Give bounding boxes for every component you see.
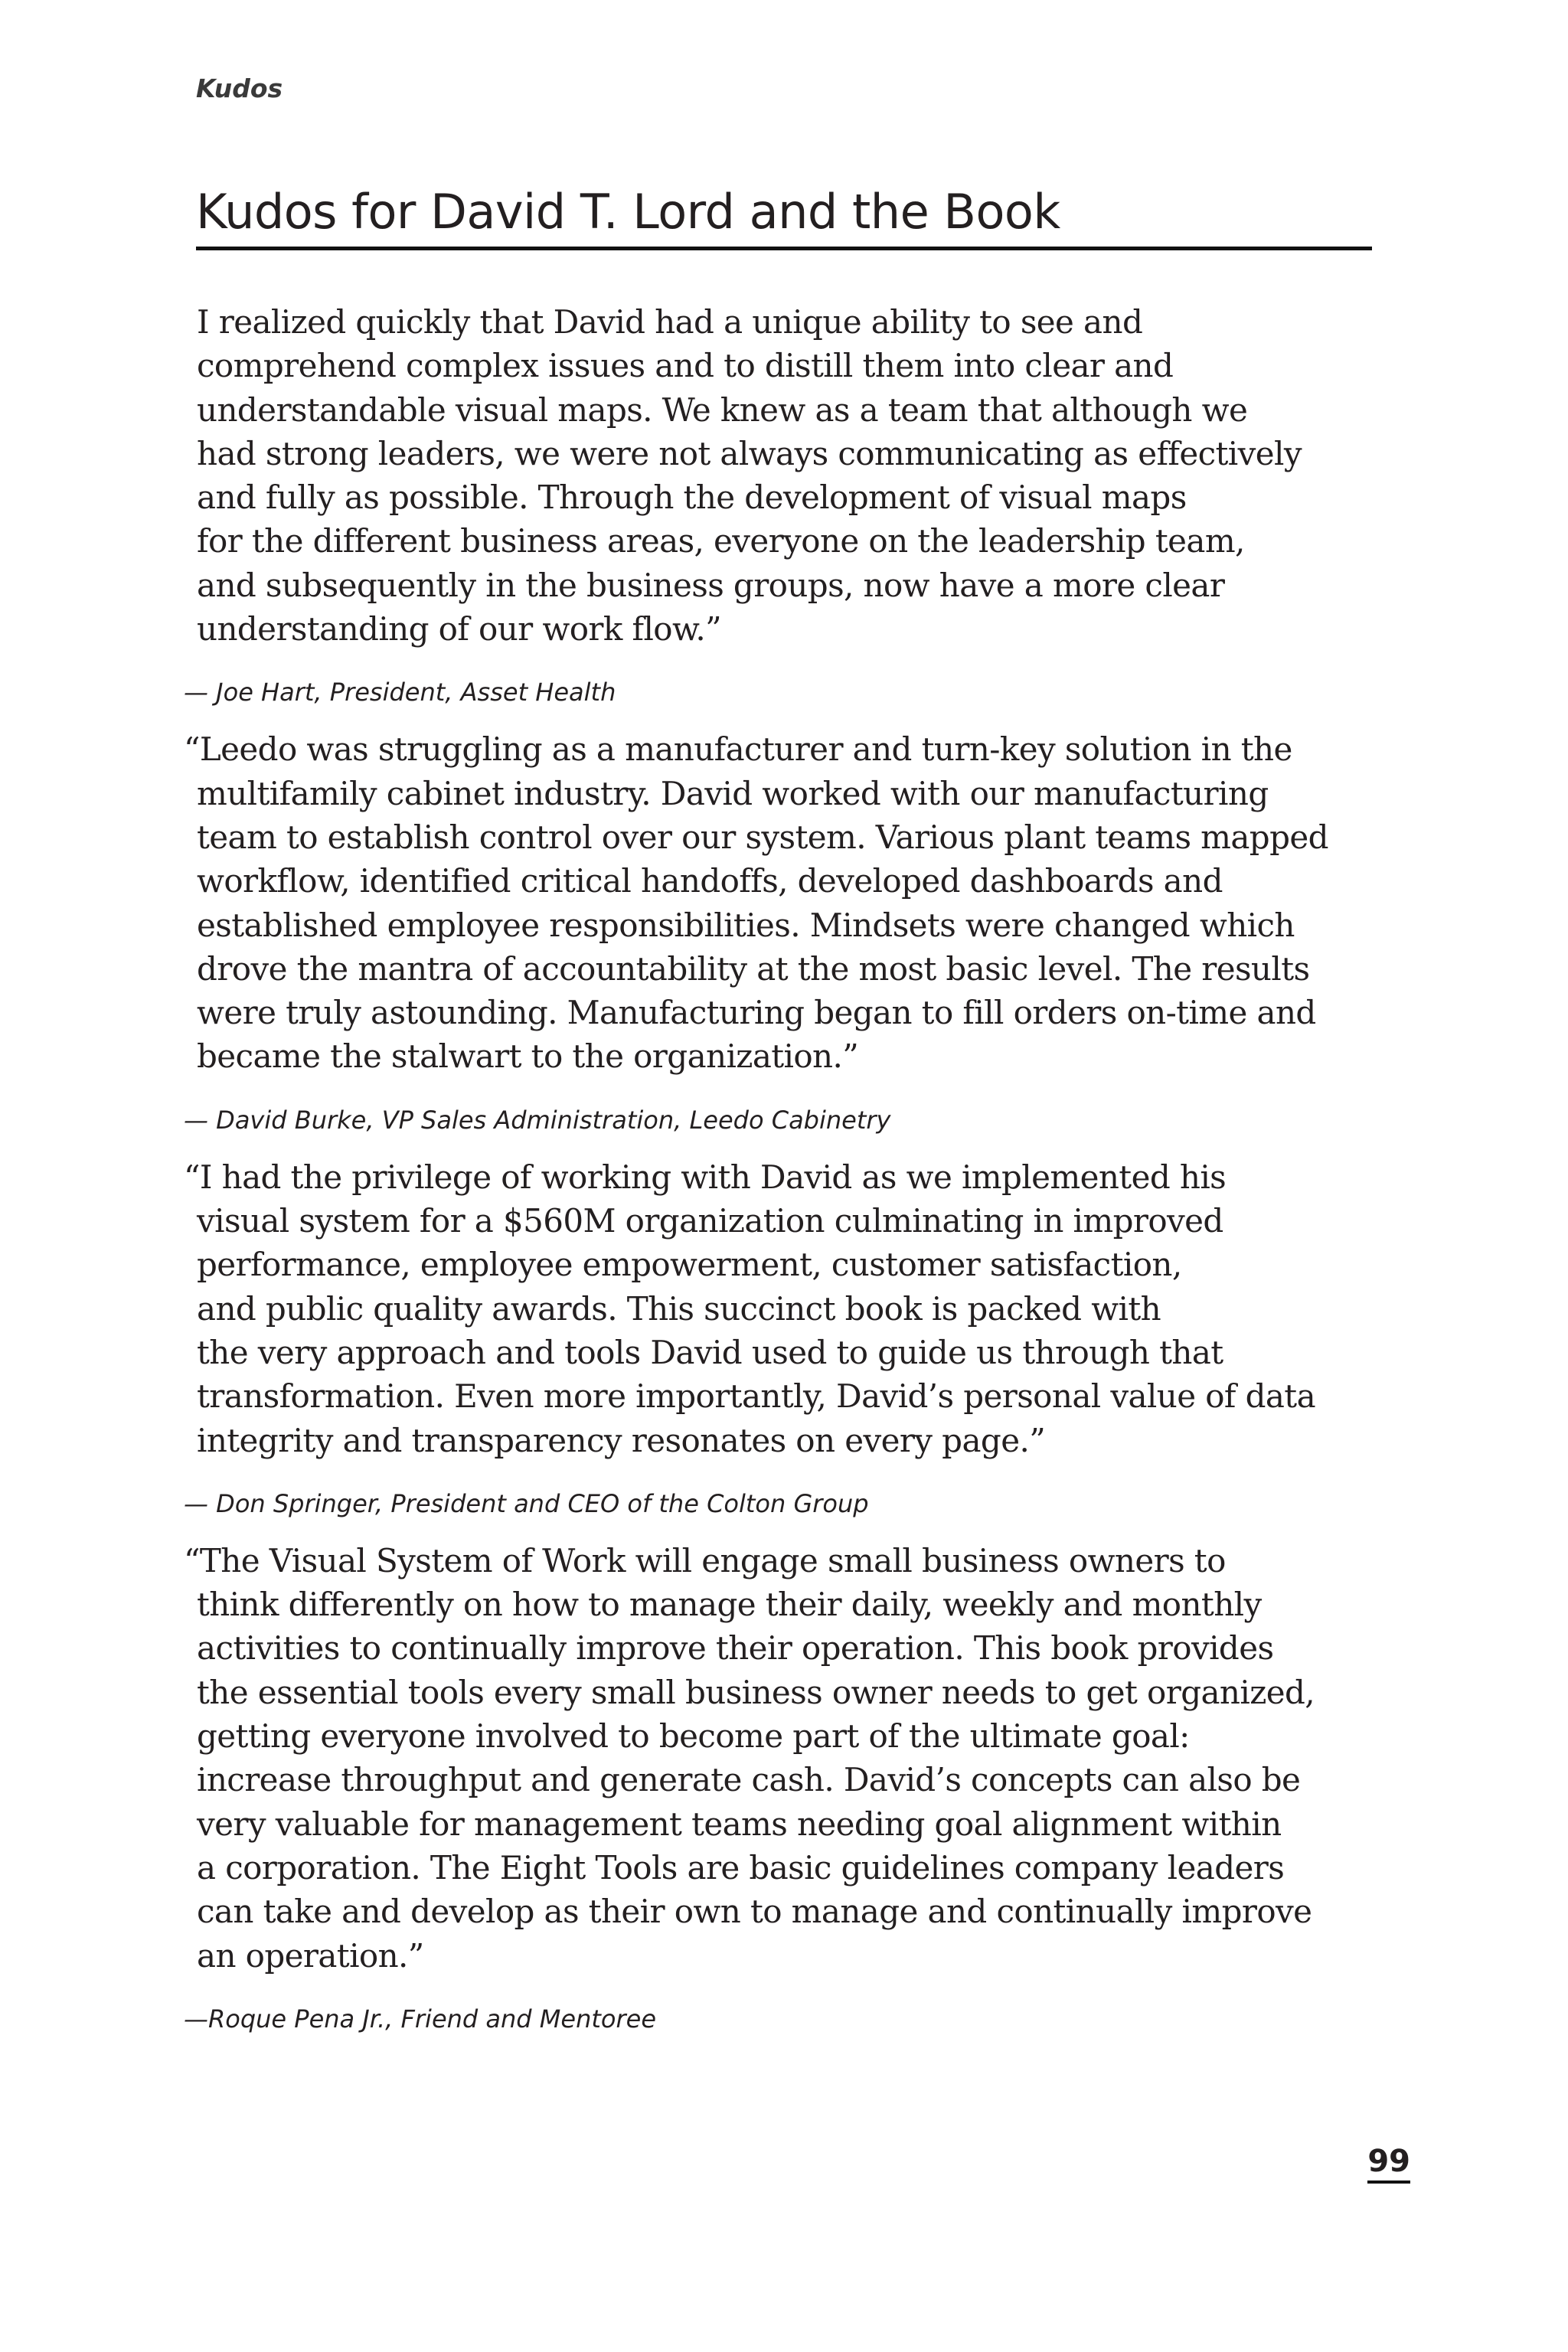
testimonial-quote: “I had the privilege of working with David as we implemented his visual system for a $560M organization culminating in improved performance, employee empowerment, customer satisfaction, and public quality awards. This succinct book is packed with the very approach and tools David used to guide us through that transformation. Even more importantly, David’s personal value of data integrity and transparency resonates on every page.” [184,1158,1316,1459]
title-block [196,184,1372,250]
running-head: Kudos [196,74,283,103]
page-number: 99 [1367,2144,1410,2184]
testimonial-quote: “Leedo was struggling as a manufacturer and turn-key solution in the multifamily cabinet industry. David worked with our manufacturing team to establish control over our system. Various plant teams mapped workflow, identified critical handoffs, developed dashboards and established employee responsibilities. Mindsets were changed which drove the mantra of accountability at the most basic level. The results were truly astounding. Manufacturing began to fill orders on-time and became the stalwart to the organization.” [184,730,1328,1076]
testimonial-attribution: — Don Springer, President and CEO of the Colton Group [184,1488,869,1518]
testimonial-quote: I realized quickly that David had a unique ability to see and comprehend complex issues and to distill them into clear and understandable visual maps. We knew as a team that although we had strong leaders, we were not always communicating as effectively and fully as possible. Through the development of visual maps for the different business areas, everyone on the leadership team, and subsequently in the business groups, now have a more clear understanding of our work flow.” [197,303,1302,648]
testimonial-attribution: — Joe Hart, President, Asset Health [184,678,616,707]
page-title: Kudos for David T. Lord and the Book [196,184,1372,250]
testimonial-quote: “The Visual System of Work will engage small business owners to think differently on how to manage their daily, weekly and monthly activities to continually improve their operation. This book provides the essential tools every small business owner needs to get organized, getting everyone involved to become part of the ultimate goal: increase throughput and generate cash. David’s concepts can also be very valuable for management teams needing goal alignment within a corporation. The Eight Tools are basic guidelines company leaders can take and develop as their own to manage and continually improve an operation.” [184,1541,1315,1975]
testimonials [184,300,1393,2054]
testimonial-attribution: — David Burke, VP Sales Administration, Leedo Cabinetry [184,1105,891,1135]
testimonial-attribution: —Roque Pena Jr., Friend and Mentoree [184,2004,656,2034]
